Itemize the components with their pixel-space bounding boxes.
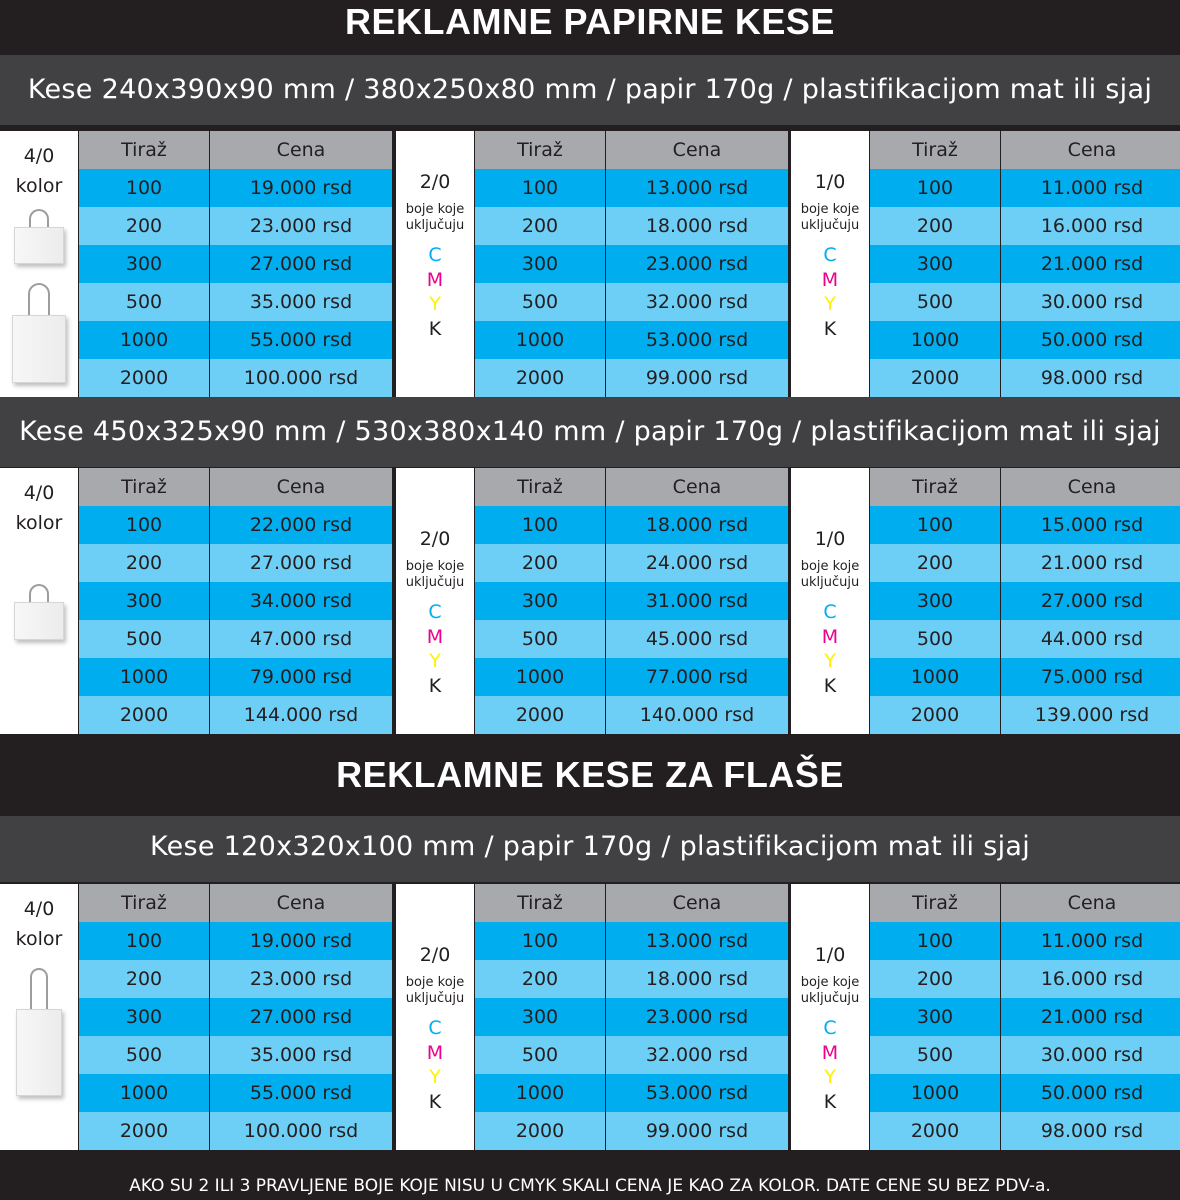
price-table [79, 468, 392, 734]
quantity-cell: 500 [475, 283, 605, 321]
table-row [870, 283, 1180, 321]
header-quantity: Tiraž [79, 131, 209, 169]
price-cell: 13.000 rsd [606, 169, 788, 207]
note-line-1: boje koje [800, 559, 860, 574]
header-price: Cena [606, 884, 788, 922]
table-row [79, 1074, 392, 1112]
price-block-1-0 [791, 468, 1180, 734]
quantity-cell: 100 [79, 922, 209, 960]
note-line-2: uključuju [800, 991, 860, 1006]
print-option-panel [791, 131, 869, 397]
print-option-panel [0, 131, 78, 397]
price-cell: 27.000 rsd [210, 544, 392, 582]
bottle-bags-title: REKLAMNE KESE ZA FLAŠE [0, 734, 1180, 816]
table-row [79, 696, 392, 734]
table-header-row [870, 131, 1180, 169]
quantity-cell: 500 [475, 620, 605, 658]
table-row [475, 169, 788, 207]
quantity-cell: 1000 [475, 658, 605, 696]
print-code-label: kolor [15, 175, 63, 197]
shopping-bag-icon [16, 968, 62, 1096]
table-row [79, 960, 392, 998]
cmyk-c-label: C [428, 244, 442, 266]
footer-note: AKO SU 2 ILI 3 PRAVLJENE BOJE KOJE NISU U CMYK SKALI CENA JE KAO ZA KOLOR. DATE CENE SU BEZ PDV-a. [0, 1160, 1180, 1200]
note-line-2: uključuju [800, 575, 860, 590]
note-line-1: boje koje [800, 202, 860, 217]
quantity-cell: 500 [475, 1036, 605, 1074]
table-header-row [870, 468, 1180, 506]
price-block-1-0 [791, 884, 1180, 1150]
quantity-cell: 1000 [475, 1074, 605, 1112]
cmyk-c-label: C [428, 601, 442, 623]
print-option-panel [0, 884, 78, 1150]
table-row [475, 544, 788, 582]
table-header-row [475, 468, 788, 506]
table-row [870, 1036, 1180, 1074]
note-line-1: boje koje [405, 202, 465, 217]
table-row [79, 1112, 392, 1150]
price-cell: 21.000 rsd [1001, 245, 1180, 283]
header-price: Cena [606, 468, 788, 506]
table-row [870, 998, 1180, 1036]
header-price: Cena [210, 468, 392, 506]
price-cell: 22.000 rsd [210, 506, 392, 544]
cmyk-k-label: K [823, 317, 837, 340]
print-option-panel [396, 884, 474, 1150]
quantity-cell: 200 [475, 960, 605, 998]
price-cell: 27.000 rsd [210, 998, 392, 1036]
price-cell: 18.000 rsd [606, 207, 788, 245]
price-cell: 16.000 rsd [1001, 207, 1180, 245]
cmyk-y-label: Y [429, 650, 441, 672]
table-row [475, 283, 788, 321]
print-code: 2/0 [419, 944, 451, 966]
table-row [870, 321, 1180, 359]
price-cell: 35.000 rsd [210, 283, 392, 321]
price-block-2-0 [396, 468, 788, 734]
quantity-cell: 2000 [79, 359, 209, 397]
quantity-cell: 200 [79, 544, 209, 582]
quantity-cell: 1000 [79, 1074, 209, 1112]
section-1-subtitle: Kese 240x390x90 mm / 380x250x80 mm / papir 170g / plastifikacijom mat ili sjaj [0, 55, 1180, 125]
quantity-cell: 100 [870, 169, 1000, 207]
price-cell: 75.000 rsd [1001, 658, 1180, 696]
quantity-cell: 2000 [870, 359, 1000, 397]
cmyk-y-label: Y [824, 1066, 836, 1088]
shopping-bag-icon [14, 584, 64, 640]
quantity-cell: 100 [870, 922, 1000, 960]
price-table [475, 884, 788, 1150]
price-cell: 19.000 rsd [210, 169, 392, 207]
header-quantity: Tiraž [870, 884, 1000, 922]
quantity-cell: 300 [870, 998, 1000, 1036]
print-code: 4/0 [23, 482, 55, 504]
table-row [79, 582, 392, 620]
price-cell: 16.000 rsd [1001, 960, 1180, 998]
table-row [870, 582, 1180, 620]
print-option-panel [0, 468, 78, 734]
header-price: Cena [210, 131, 392, 169]
price-cell: 100.000 rsd [210, 359, 392, 397]
table-header-row [79, 131, 392, 169]
price-block-2-0 [396, 884, 788, 1150]
cmyk-y-label: Y [429, 1066, 441, 1088]
print-code: 4/0 [23, 898, 55, 920]
table-row [475, 207, 788, 245]
quantity-cell: 2000 [79, 1112, 209, 1150]
note-line-2: uključuju [405, 991, 465, 1006]
print-code: 1/0 [814, 944, 846, 966]
cmyk-y-label: Y [824, 293, 836, 315]
table-row [870, 245, 1180, 283]
price-cell: 144.000 rsd [210, 696, 392, 734]
table-row [475, 1036, 788, 1074]
price-cell: 30.000 rsd [1001, 283, 1180, 321]
header-price: Cena [210, 884, 392, 922]
header-quantity: Tiraž [79, 468, 209, 506]
price-block-4-0 [0, 884, 392, 1150]
header-quantity: Tiraž [870, 468, 1000, 506]
table-row [475, 1112, 788, 1150]
quantity-cell: 1000 [79, 321, 209, 359]
price-cell: 13.000 rsd [606, 922, 788, 960]
table-header-row [475, 131, 788, 169]
table-row [79, 506, 392, 544]
price-table [475, 468, 788, 734]
table-header-row [475, 884, 788, 922]
quantity-cell: 1000 [870, 1074, 1000, 1112]
price-cell: 11.000 rsd [1001, 922, 1180, 960]
price-cell: 23.000 rsd [210, 960, 392, 998]
price-cell: 34.000 rsd [210, 582, 392, 620]
quantity-cell: 500 [870, 620, 1000, 658]
price-cell: 21.000 rsd [1001, 544, 1180, 582]
cmyk-c-label: C [823, 601, 837, 623]
table-row [870, 207, 1180, 245]
price-block-2-0 [396, 131, 788, 397]
header-price: Cena [1001, 884, 1180, 922]
table-row [870, 506, 1180, 544]
price-cell: 55.000 rsd [210, 321, 392, 359]
quantity-cell: 100 [475, 506, 605, 544]
price-cell: 98.000 rsd [1001, 1112, 1180, 1150]
main-title: REKLAMNE PAPIRNE KESE [0, 0, 1180, 55]
table-row [870, 620, 1180, 658]
header-price: Cena [1001, 468, 1180, 506]
price-cell: 99.000 rsd [606, 359, 788, 397]
quantity-cell: 1000 [79, 658, 209, 696]
header-quantity: Tiraž [475, 884, 605, 922]
table-row [475, 359, 788, 397]
price-cell: 99.000 rsd [606, 1112, 788, 1150]
quantity-cell: 2000 [870, 1112, 1000, 1150]
print-option-panel [396, 468, 474, 734]
section-3-subtitle: Kese 120x320x100 mm / papir 170g / plastifikacijom mat ili sjaj [0, 816, 1180, 882]
cmyk-m-label: M [426, 1041, 444, 1064]
cmyk-k-label: K [823, 674, 837, 697]
quantity-cell: 1000 [870, 658, 1000, 696]
price-block-1-0 [791, 131, 1180, 397]
table-row [79, 922, 392, 960]
print-option-panel [791, 884, 869, 1150]
print-code: 1/0 [814, 171, 846, 193]
price-cell: 50.000 rsd [1001, 1074, 1180, 1112]
note-line-2: uključuju [800, 218, 860, 233]
quantity-cell: 2000 [79, 696, 209, 734]
quantity-cell: 300 [475, 245, 605, 283]
quantity-cell: 100 [475, 922, 605, 960]
price-table [79, 884, 392, 1150]
price-cell: 32.000 rsd [606, 1036, 788, 1074]
table-row [870, 922, 1180, 960]
price-table [79, 131, 392, 397]
cmyk-k-label: K [428, 674, 442, 697]
table-row [79, 321, 392, 359]
table-row [475, 696, 788, 734]
price-cell: 53.000 rsd [606, 1074, 788, 1112]
quantity-cell: 500 [79, 620, 209, 658]
cmyk-k-label: K [428, 1090, 442, 1113]
table-row [870, 1112, 1180, 1150]
cmyk-m-label: M [821, 268, 839, 291]
price-cell: 24.000 rsd [606, 544, 788, 582]
price-table [870, 468, 1180, 734]
table-row [870, 696, 1180, 734]
price-cell: 27.000 rsd [1001, 582, 1180, 620]
table-row [79, 544, 392, 582]
table-row [79, 998, 392, 1036]
table-row [475, 922, 788, 960]
header-price: Cena [1001, 131, 1180, 169]
header-quantity: Tiraž [475, 468, 605, 506]
table-row [475, 620, 788, 658]
price-cell: 45.000 rsd [606, 620, 788, 658]
table-row [475, 582, 788, 620]
price-cell: 23.000 rsd [606, 245, 788, 283]
print-code: 1/0 [814, 528, 846, 550]
quantity-cell: 2000 [870, 696, 1000, 734]
price-cell: 100.000 rsd [210, 1112, 392, 1150]
print-code: 2/0 [419, 171, 451, 193]
price-table [870, 884, 1180, 1150]
quantity-cell: 1000 [870, 321, 1000, 359]
header-price: Cena [606, 131, 788, 169]
section-2-subtitle: Kese 450x325x90 mm / 530x380x140 mm / papir 170g / plastifikacijom mat ili sjaj [0, 397, 1180, 467]
table-row [79, 1036, 392, 1074]
quantity-cell: 200 [475, 207, 605, 245]
table-row [870, 960, 1180, 998]
print-code-label: kolor [15, 928, 63, 950]
table-row [475, 658, 788, 696]
price-cell: 31.000 rsd [606, 582, 788, 620]
quantity-cell: 300 [870, 245, 1000, 283]
table-row [870, 169, 1180, 207]
table-row [79, 283, 392, 321]
note-line-1: boje koje [405, 975, 465, 990]
quantity-cell: 500 [870, 1036, 1000, 1074]
cmyk-m-label: M [821, 625, 839, 648]
quantity-cell: 300 [79, 998, 209, 1036]
cmyk-k-label: K [823, 1090, 837, 1113]
price-cell: 15.000 rsd [1001, 506, 1180, 544]
quantity-cell: 300 [870, 582, 1000, 620]
price-cell: 50.000 rsd [1001, 321, 1180, 359]
cmyk-y-label: Y [824, 650, 836, 672]
quantity-cell: 200 [870, 960, 1000, 998]
price-cell: 23.000 rsd [606, 998, 788, 1036]
price-cell: 21.000 rsd [1001, 998, 1180, 1036]
print-option-panel [791, 468, 869, 734]
price-cell: 79.000 rsd [210, 658, 392, 696]
price-cell: 44.000 rsd [1001, 620, 1180, 658]
table-row [475, 321, 788, 359]
cmyk-m-label: M [821, 1041, 839, 1064]
price-cell: 30.000 rsd [1001, 1036, 1180, 1074]
quantity-cell: 300 [475, 582, 605, 620]
price-cell: 139.000 rsd [1001, 696, 1180, 734]
price-cell: 47.000 rsd [210, 620, 392, 658]
cmyk-c-label: C [823, 1017, 837, 1039]
table-row [475, 245, 788, 283]
quantity-cell: 500 [79, 1036, 209, 1074]
cmyk-y-label: Y [429, 293, 441, 315]
quantity-cell: 100 [79, 169, 209, 207]
price-cell: 18.000 rsd [606, 960, 788, 998]
quantity-cell: 500 [79, 283, 209, 321]
quantity-cell: 2000 [475, 359, 605, 397]
table-header-row [79, 468, 392, 506]
price-cell: 23.000 rsd [210, 207, 392, 245]
cmyk-c-label: C [823, 244, 837, 266]
table-row [79, 359, 392, 397]
note-line-2: uključuju [405, 218, 465, 233]
quantity-cell: 200 [870, 207, 1000, 245]
section-2-pricing [0, 468, 1180, 734]
shopping-bag-icon [14, 209, 64, 264]
price-cell: 32.000 rsd [606, 283, 788, 321]
quantity-cell: 100 [475, 169, 605, 207]
price-cell: 19.000 rsd [210, 922, 392, 960]
table-row [870, 544, 1180, 582]
header-quantity: Tiraž [870, 131, 1000, 169]
price-cell: 18.000 rsd [606, 506, 788, 544]
note-line-1: boje koje [800, 975, 860, 990]
quantity-cell: 300 [79, 582, 209, 620]
price-cell: 55.000 rsd [210, 1074, 392, 1112]
quantity-cell: 1000 [475, 321, 605, 359]
price-cell: 35.000 rsd [210, 1036, 392, 1074]
table-row [870, 359, 1180, 397]
quantity-cell: 100 [870, 506, 1000, 544]
header-quantity: Tiraž [79, 884, 209, 922]
quantity-cell: 500 [870, 283, 1000, 321]
quantity-cell: 200 [475, 544, 605, 582]
quantity-cell: 200 [79, 207, 209, 245]
table-row [79, 620, 392, 658]
quantity-cell: 200 [870, 544, 1000, 582]
table-row [79, 207, 392, 245]
price-block-4-0 [0, 131, 392, 397]
price-cell: 27.000 rsd [210, 245, 392, 283]
header-quantity: Tiraž [475, 131, 605, 169]
quantity-cell: 300 [79, 245, 209, 283]
quantity-cell: 200 [79, 960, 209, 998]
price-table [870, 131, 1180, 397]
quantity-cell: 300 [475, 998, 605, 1036]
table-row [870, 1074, 1180, 1112]
section-3-pricing [0, 884, 1180, 1150]
price-block-4-0 [0, 468, 392, 734]
price-table [475, 131, 788, 397]
table-row [79, 658, 392, 696]
price-cell: 11.000 rsd [1001, 169, 1180, 207]
price-cell: 140.000 rsd [606, 696, 788, 734]
print-code: 2/0 [419, 528, 451, 550]
table-row [475, 960, 788, 998]
price-cell: 98.000 rsd [1001, 359, 1180, 397]
table-header-row [79, 884, 392, 922]
quantity-cell: 100 [79, 506, 209, 544]
section-1-pricing [0, 131, 1180, 397]
note-line-1: boje koje [405, 559, 465, 574]
table-row [870, 658, 1180, 696]
table-header-row [870, 884, 1180, 922]
cmyk-c-label: C [428, 1017, 442, 1039]
print-code: 4/0 [23, 145, 55, 167]
print-code-label: kolor [15, 512, 63, 534]
table-row [79, 245, 392, 283]
table-row [475, 998, 788, 1036]
print-option-panel [396, 131, 474, 397]
table-row [475, 1074, 788, 1112]
note-line-2: uključuju [405, 575, 465, 590]
cmyk-k-label: K [428, 317, 442, 340]
table-row [475, 506, 788, 544]
table-row [79, 169, 392, 207]
price-cell: 77.000 rsd [606, 658, 788, 696]
quantity-cell: 2000 [475, 1112, 605, 1150]
cmyk-m-label: M [426, 625, 444, 648]
price-cell: 53.000 rsd [606, 321, 788, 359]
cmyk-m-label: M [426, 268, 444, 291]
quantity-cell: 2000 [475, 696, 605, 734]
shopping-bag-icon [12, 283, 66, 383]
